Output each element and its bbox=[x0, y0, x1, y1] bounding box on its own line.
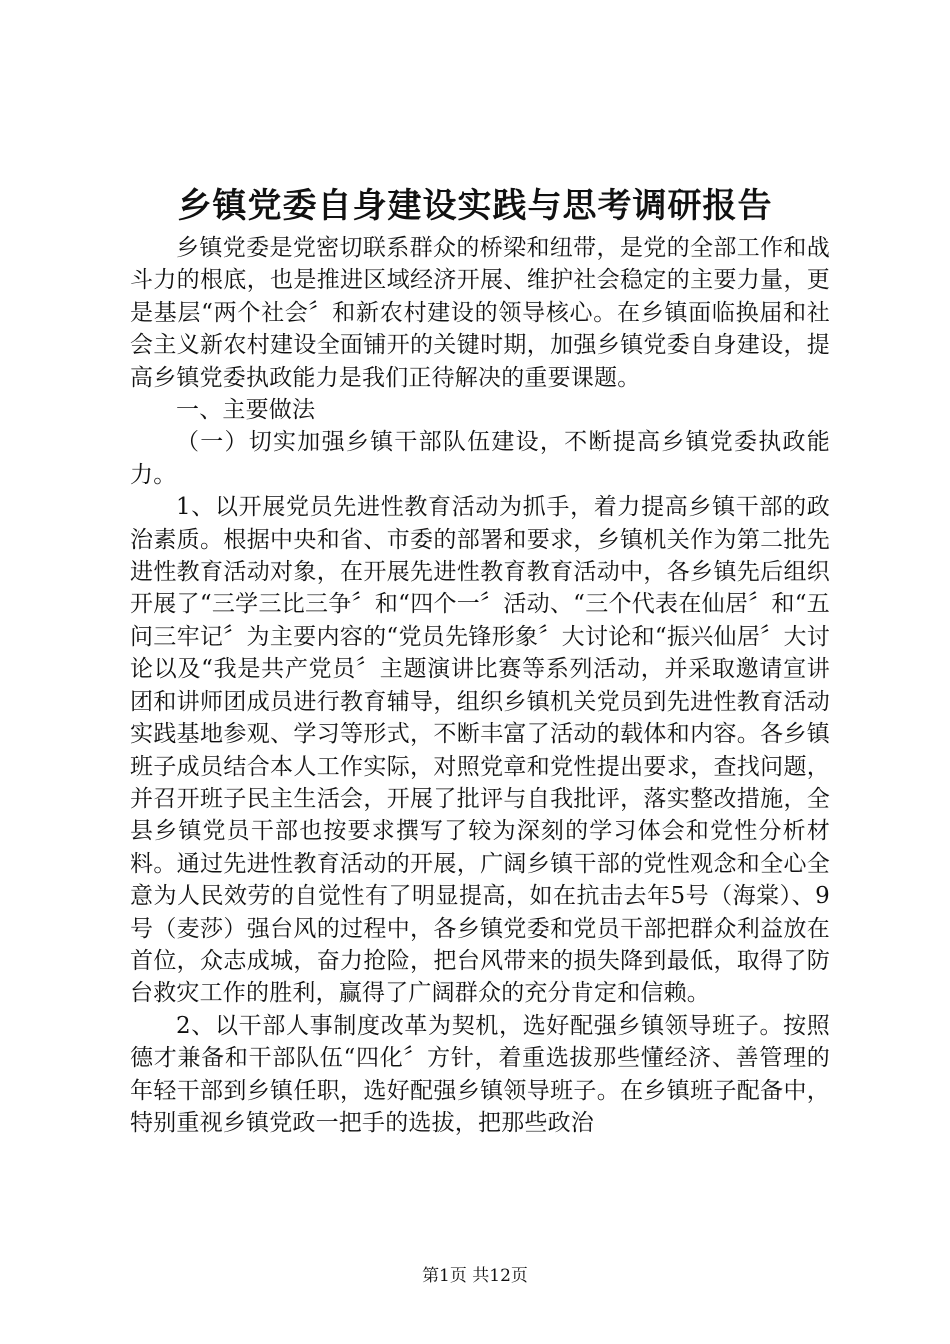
subheading-cadre-building: （一）切实加强乡镇干部队伍建设，不断提高乡镇党委执政能力。 bbox=[130, 429, 830, 488]
paragraph-item-2: 2、以干部人事制度改革为契机，选好配强乡镇领导班子。按照德才兼备和干部队伍“四化〞方针，着重选拔那些懂经济、善管理的年轻干部到乡镇任职，选好配强乡镇领导班子。在乡镇班子配备中，特别重视乡镇党政一把手的选拔，把那些政治 bbox=[130, 1012, 830, 1136]
document-body bbox=[130, 232, 830, 1139]
heading-main-practices: 一、主要做法 bbox=[176, 397, 316, 424]
paragraph-intro: 乡镇党委是党密切联系群众的桥梁和纽带，是党的全部工作和战斗力的根底，也是推进区域经济开展、维护社会稳定的主要力量，更是基层“两个社会〞和新农村建设的领导核心。在乡镇面临换届和社会主义新农村建设全面铺开的关键时期，加强乡镇党委自身建设，提高乡镇党委执政能力是我们正待解决的重要课题。 bbox=[130, 235, 830, 391]
document-title: 乡镇党委自身建设实践与思考调研报告 bbox=[177, 186, 773, 226]
page-footer: 第1页 共12页 bbox=[422, 1266, 528, 1286]
paragraph-item-1: 1、以开展党员先进性教育活动为抓手，着力提高乡镇干部的政治素质。根据中央和省、市委的部署和要求，乡镇机关作为第二批先进性教育活动对象，在开展先进性教育教育活动中，各乡镇先后组织开展了“三学三比三争〞和“四个一〞活动、“三个代表在仙居〞和“五问三牢记〞为主要内容的“党员先锋形象〞大讨论和“振兴仙居〞大讨论以及“我是共产党员〞主题演讲比赛等系列活动，并采取邀请宣讲团和讲师团成员进行教育辅导，组织乡镇机关党员到先进性教育活动实践基地参观、学习等形式，不断丰富了活动的载体和内容。各乡镇班子成员结合本人工作实际，对照党章和党性提出要求，查找问题，并召开班子民主生活会，开展了批评与自我批评，落实整改措施，全县乡镇党员干部也按要求撰写了较为深刻的学习体会和党性分析材料。通过先进性教育活动的开展，广阔乡镇干部的党性观念和全心全意为人民效劳的自觉性有了明显提高，如在抗击去年5号（海棠）、9号（麦莎）强台风的过程中，各乡镇党委和党员干部把群众利益放在首位，众志成城，奋力抢险，把台风带来的损失降到最低，取得了防台救灾工作的胜利，赢得了广阔群众的充分肯定和信赖。 bbox=[130, 494, 830, 1007]
